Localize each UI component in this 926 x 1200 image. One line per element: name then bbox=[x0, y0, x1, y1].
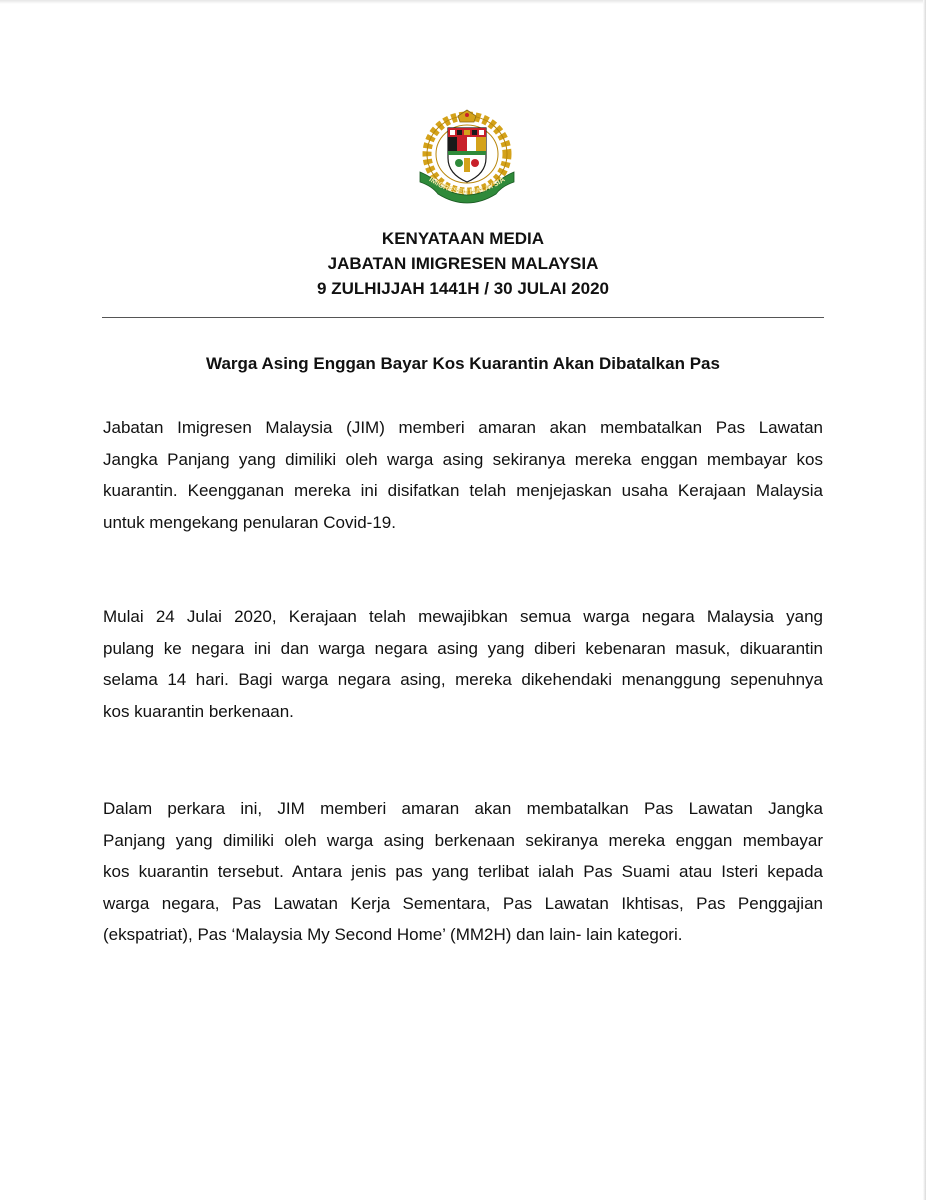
paragraph-line: pulang ke negara ini dan warga negara asing yang diberi kebenaran masuk, dikuarantin bbox=[103, 638, 823, 658]
paragraph-line: selama 14 hari. Bagi warga negara asing, mereka dikehendaki menanggung sepenuhnya bbox=[103, 670, 823, 689]
logo-ribbon-text: IMIGRESEN MALAYSIA bbox=[427, 174, 507, 197]
header-date: 9 ZULHIJJAH 1441H / 30 JULAI 2020 bbox=[317, 279, 609, 298]
paragraph-1 bbox=[103, 412, 823, 538]
paragraph-line: Jabatan Imigresen Malaysia (JIM) memberi amaran akan membatalkan Pas Lawatan bbox=[103, 418, 823, 437]
paragraph-line: kos kuarantin tersebut. Antara jenis pas yang terlibat ialah Pas Suami atau Isteri kepada bbox=[103, 862, 823, 881]
shield-icon bbox=[448, 128, 486, 182]
header-department: JABATAN IMIGRESEN MALAYSIA bbox=[327, 254, 599, 273]
paragraph-line: Dalam perkara ini, JIM memberi amaran akan membatalkan Pas Lawatan Jangka bbox=[103, 799, 823, 818]
paragraph-line: Mulai 24 Julai 2020, Kerajaan telah mewajibkan semua warga negara Malaysia yang bbox=[103, 607, 823, 626]
statement-header bbox=[0, 226, 926, 301]
paragraph-line: warga negara, Pas Lawatan Kerja Sementara, Pas Lawatan Ikhtisas, Pas Penggajian bbox=[103, 893, 823, 913]
paragraph-2 bbox=[103, 601, 823, 727]
paragraph-line: kos kuarantin berkenaan. bbox=[103, 701, 294, 721]
header-divider bbox=[102, 317, 824, 318]
header-title: KENYATAAN MEDIA bbox=[381, 229, 545, 248]
paragraph-line: kuarantin. Keengganan mereka ini disifatkan telah menjejaskan usaha Kerajaan Malaysia bbox=[103, 481, 823, 500]
paragraph-line: Panjang yang dimiliki oleh warga asing berkenaan sekiranya mereka enggan membayar bbox=[103, 830, 823, 850]
page-top-edge bbox=[0, 0, 926, 4]
paragraph-line: untuk mengekang penularan Covid-19. bbox=[103, 512, 396, 532]
crown-icon bbox=[458, 110, 476, 122]
paragraph-3 bbox=[103, 793, 823, 951]
statement-headline: Warga Asing Enggan Bayar Kos Kuarantin Akan Dibatalkan Pas bbox=[206, 354, 720, 373]
paragraph-line: Jangka Panjang yang dimiliki oleh warga asing sekiranya mereka enggan membayar kos bbox=[103, 449, 823, 469]
immigration-crest-logo bbox=[414, 108, 520, 204]
paragraph-line: (ekspatriat), Pas ‘Malaysia My Second Home’ (MM2H) dan lain- lain kategori. bbox=[103, 925, 683, 944]
